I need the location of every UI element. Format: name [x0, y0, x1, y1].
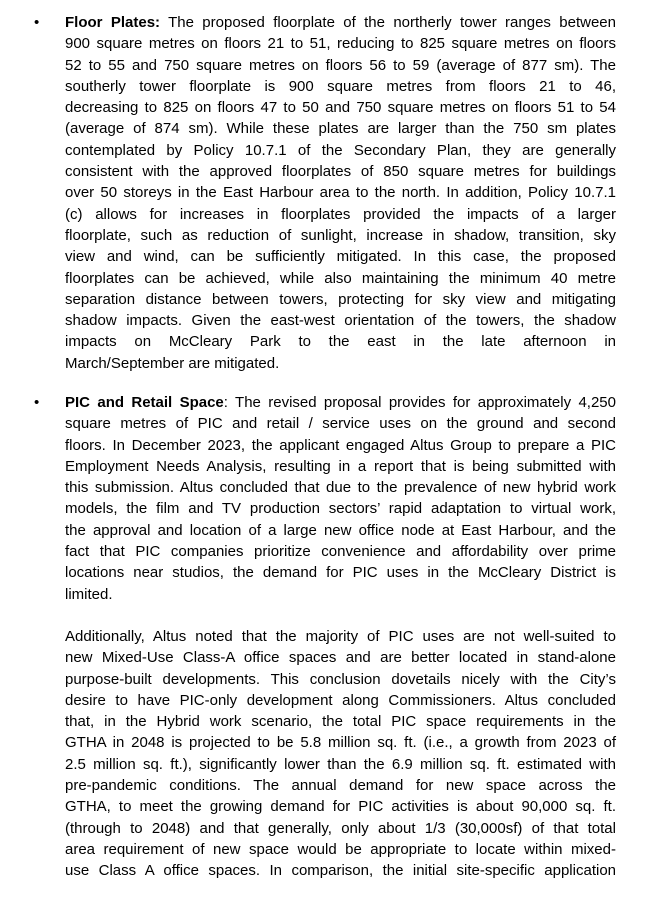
text-line: southerly tower floorplate is 900 square metres from floors 21 to 46,: [65, 77, 616, 95]
text-line: 900 square metres on floors 21 to 51, reducing to 825 square metres on floors: [65, 35, 616, 53]
floor-plates-heading: Floor Plates:: [65, 14, 161, 31]
text-line: pre-pandemic conditions. The annual demand for new space across the: [65, 777, 616, 795]
text-line: Employment Needs Analysis, resulting in a report that is being submitted with: [65, 457, 616, 475]
text-line: locations near studios, the demand for PIC uses in the McCleary District is: [65, 564, 616, 582]
text-line: (c) allows for increases in floorplates provided the impacts of a larger: [65, 205, 616, 223]
text-line: floorplates can be achieved, while also maintaining the minimum 40 metre: [65, 269, 616, 287]
text-line: PIC and Retail Space: The revised proposal provides for approximately 4,250: [65, 394, 616, 411]
text-line: decreasing to 825 on floors 47 to 50 and 750 square metres on floors 51 to 54: [65, 99, 616, 117]
text-line: models, the film and TV production sectors’ rapid adaptation to virtual work,: [65, 500, 616, 518]
text-line: square metres of PIC and retail / service uses on the ground and second: [65, 415, 616, 433]
text-line: purpose-built developments. This conclusion dovetails nicely with the City’s: [65, 670, 616, 688]
text-line: fact that PIC companies prioritize convenience and affordability over prime: [65, 543, 616, 561]
text-line: impacts on McCleary Park to the east in the late afternoon in: [65, 333, 616, 351]
text-line: over 50 storeys in the East Harbour area to the north. In addition, Policy 10.7.1: [65, 184, 616, 202]
text-line: consistent with the approved floorplates of 850 square metres for buildings: [65, 163, 616, 181]
text-line: Floor Plates: The proposed floorplate of the northerly tower ranges between: [65, 14, 616, 31]
floor-plates-paragraph: [65, 12, 616, 374]
text-line: that, in the Hybrid work scenario, the total PIC space requirements in the: [65, 713, 616, 731]
text-line: floorplate, such as reduction of sunlight, increase in shadow, transition, sky: [65, 226, 616, 244]
pic-retail-heading: PIC and Retail Space: [65, 394, 224, 411]
text-line: floors. In December 2023, the applicant engaged Altus Group to prepare a PIC: [65, 436, 616, 454]
text-line: 52 to 55 and 750 square metres on floors 56 to 59 (average of 877 sm). The: [65, 56, 616, 74]
text-line: the approval and location of a large new office node at East Harbour, and the: [65, 521, 616, 539]
bullet-marker: •: [34, 14, 40, 31]
text-line: March/September are mitigated.: [65, 354, 280, 372]
text-line: (through to 2048) and that generally, only about 1/3 (30,000sf) of that total: [65, 819, 616, 837]
text-line: GTHA, to meet the growing demand for PIC activities is about 90,000 sq. ft.: [65, 798, 616, 816]
text-line: this submission. Altus concluded that due to the prevalence of new hybrid work: [65, 479, 616, 497]
text-line: limited.: [65, 585, 113, 603]
text-line: contemplated by Policy 10.7.1 of the Secondary Plan, they are generally: [65, 141, 616, 159]
bullet-marker: •: [34, 394, 40, 411]
pic-retail-paragraph: [65, 392, 616, 605]
text-line: Additionally, Altus noted that the majority of PIC uses are not well-suited to: [65, 628, 616, 645]
text-line: use Class A office spaces. In comparison, the initial site-specific application: [65, 862, 616, 880]
text-line: (average of 874 sm). While these plates are larger than the 750 sm plates: [65, 120, 616, 138]
text-line: separation distance between towers, protecting for sky view and mitigating: [65, 290, 616, 308]
additionally-paragraph: [65, 626, 616, 882]
text-line: new Mixed-Use Class-A office spaces and are better located in stand-alone: [65, 649, 616, 667]
text-line: view and wind, can be sufficiently mitigated. In this case, the proposed: [65, 248, 616, 266]
text-line: desire to have PIC-only development along Commissioners. Altus concluded: [65, 691, 616, 709]
text-line: GTHA in 2048 is projected to be 5.8 million sq. ft. (i.e., a growth from 2023 of: [65, 734, 616, 752]
text-line: area requirement of new space would be appropriate to locate within mixed-: [65, 840, 616, 858]
text-line: shadow impacts. Given the east-west orientation of the towers, the shadow: [65, 312, 616, 330]
text-line: 2.5 million sq. ft.), significantly lower than the 6.9 million sq. ft. estimated with: [65, 755, 616, 773]
